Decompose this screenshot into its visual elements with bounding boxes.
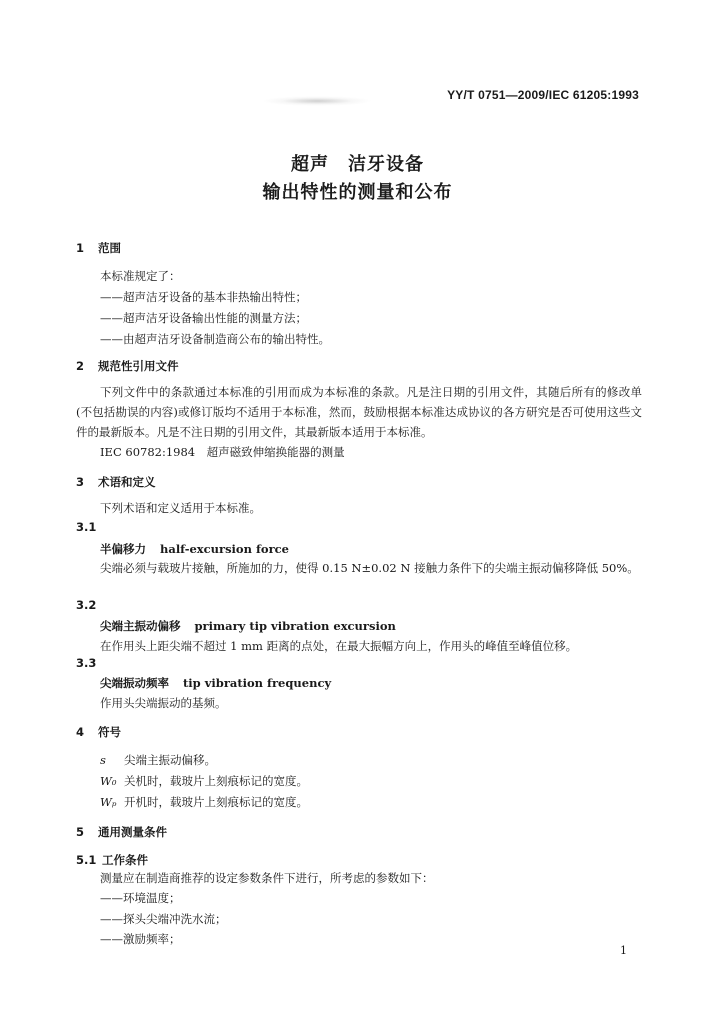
term-en: half-excursion force (160, 542, 289, 556)
standard-code: YY/T 0751—2009/IEC 61205:1993 (447, 88, 639, 102)
symbol-desc: 尖端主振动偏移。 (124, 753, 216, 767)
clause-5-1-heading (76, 852, 148, 868)
symbol: W₀ (100, 774, 117, 788)
section-3-intro: 下列术语和定义适用于本标准。 (100, 501, 261, 515)
clause-5-1-intro: 测量应在制造商推荐的设定参数条件下进行，所考虑的参数如下： (100, 871, 434, 885)
section-1-intro: 本标准规定了： (100, 269, 181, 283)
term-3-1-definition: 尖端必须与载玻片接触，所施加的力，使得 0.15 N±0.02 N 接触力条件下的尖端主振动偏移降低 50%。 (100, 561, 639, 575)
section-title: 符号 (98, 725, 121, 739)
section-number: 3 (76, 475, 85, 489)
section-number: 2 (76, 359, 85, 373)
section-3-heading (76, 474, 156, 490)
page-number: 1 (620, 944, 627, 957)
page-title-line1: 超声 洁牙设备 (291, 154, 424, 175)
section-2-paragraph: 下列文件中的条款通过本标准的引用而成为本标准的条款。凡是注日期的引用文件，其随后所有的修改单(不包括勘误的内容)或修订版均不适用于本标准，然而，鼓励根据本标准达成协议的各方研究是否可使用这些文件的最新版本。凡是不注日期的引用文件，其最新版本适用于本标准。 (76, 385, 642, 439)
section-number: 5 (76, 825, 85, 839)
term-zh: 尖端振动频率 (100, 676, 169, 690)
list-item: ——超声洁牙设备的基本非热输出特性； (100, 290, 307, 304)
symbol-row (100, 794, 308, 810)
clause-3-2-number: 3.2 (76, 598, 97, 612)
list-item: ——探头尖端冲洗水流； (100, 912, 227, 926)
term-3-3-definition: 作用头尖端振动的基频。 (100, 696, 227, 710)
term-en: primary tip vibration excursion (194, 619, 396, 633)
symbol: s (100, 753, 106, 767)
normative-reference: IEC 60782:1984 超声磁致伸缩换能器的测量 (100, 445, 345, 459)
term-en: tip vibration frequency (183, 676, 332, 690)
section-1-heading (76, 240, 121, 256)
section-number: 4 (76, 725, 85, 739)
clause-3-3-number: 3.3 (76, 656, 97, 670)
symbol: Wₚ (100, 795, 117, 809)
list-item: ——环境温度； (100, 891, 181, 905)
section-title: 范围 (98, 241, 121, 255)
section-4-heading (76, 724, 121, 740)
symbol-desc: 开机时，载玻片上刻痕标记的宽度。 (124, 795, 308, 809)
term-3-2-definition: 在作用头上距尖端不超过 1 mm 距离的点处，在最大振幅方向上，作用头的峰值至峰值位移。 (100, 639, 578, 653)
section-title: 规范性引用文件 (98, 359, 179, 373)
section-title: 通用测量条件 (98, 825, 167, 839)
symbol-row (100, 752, 216, 768)
term-zh: 半偏移力 (100, 542, 146, 556)
symbol-desc: 关机时，载玻片上刻痕标记的宽度。 (124, 774, 308, 788)
section-title: 术语和定义 (98, 475, 156, 489)
clause-3-1-number: 3.1 (76, 520, 97, 534)
page-title-line2: 输出特性的测量和公布 (262, 182, 453, 203)
symbol-row (100, 773, 308, 789)
section-number: 1 (76, 241, 85, 255)
scan-smudge (262, 96, 372, 106)
list-item: ——超声洁牙设备输出性能的测量方法； (100, 311, 307, 325)
section-5-heading (76, 824, 167, 840)
list-item: ——激励频率； (100, 932, 181, 946)
term-3-2 (100, 618, 396, 634)
term-zh: 尖端主振动偏移 (100, 619, 181, 633)
clause-number: 5.1 (76, 853, 97, 867)
clause-title: 工作条件 (102, 853, 148, 867)
section-2-heading (76, 358, 179, 374)
list-item: ——由超声洁牙设备制造商公布的输出特性。 (100, 332, 330, 346)
term-3-3 (100, 675, 331, 691)
term-3-1 (100, 541, 289, 557)
